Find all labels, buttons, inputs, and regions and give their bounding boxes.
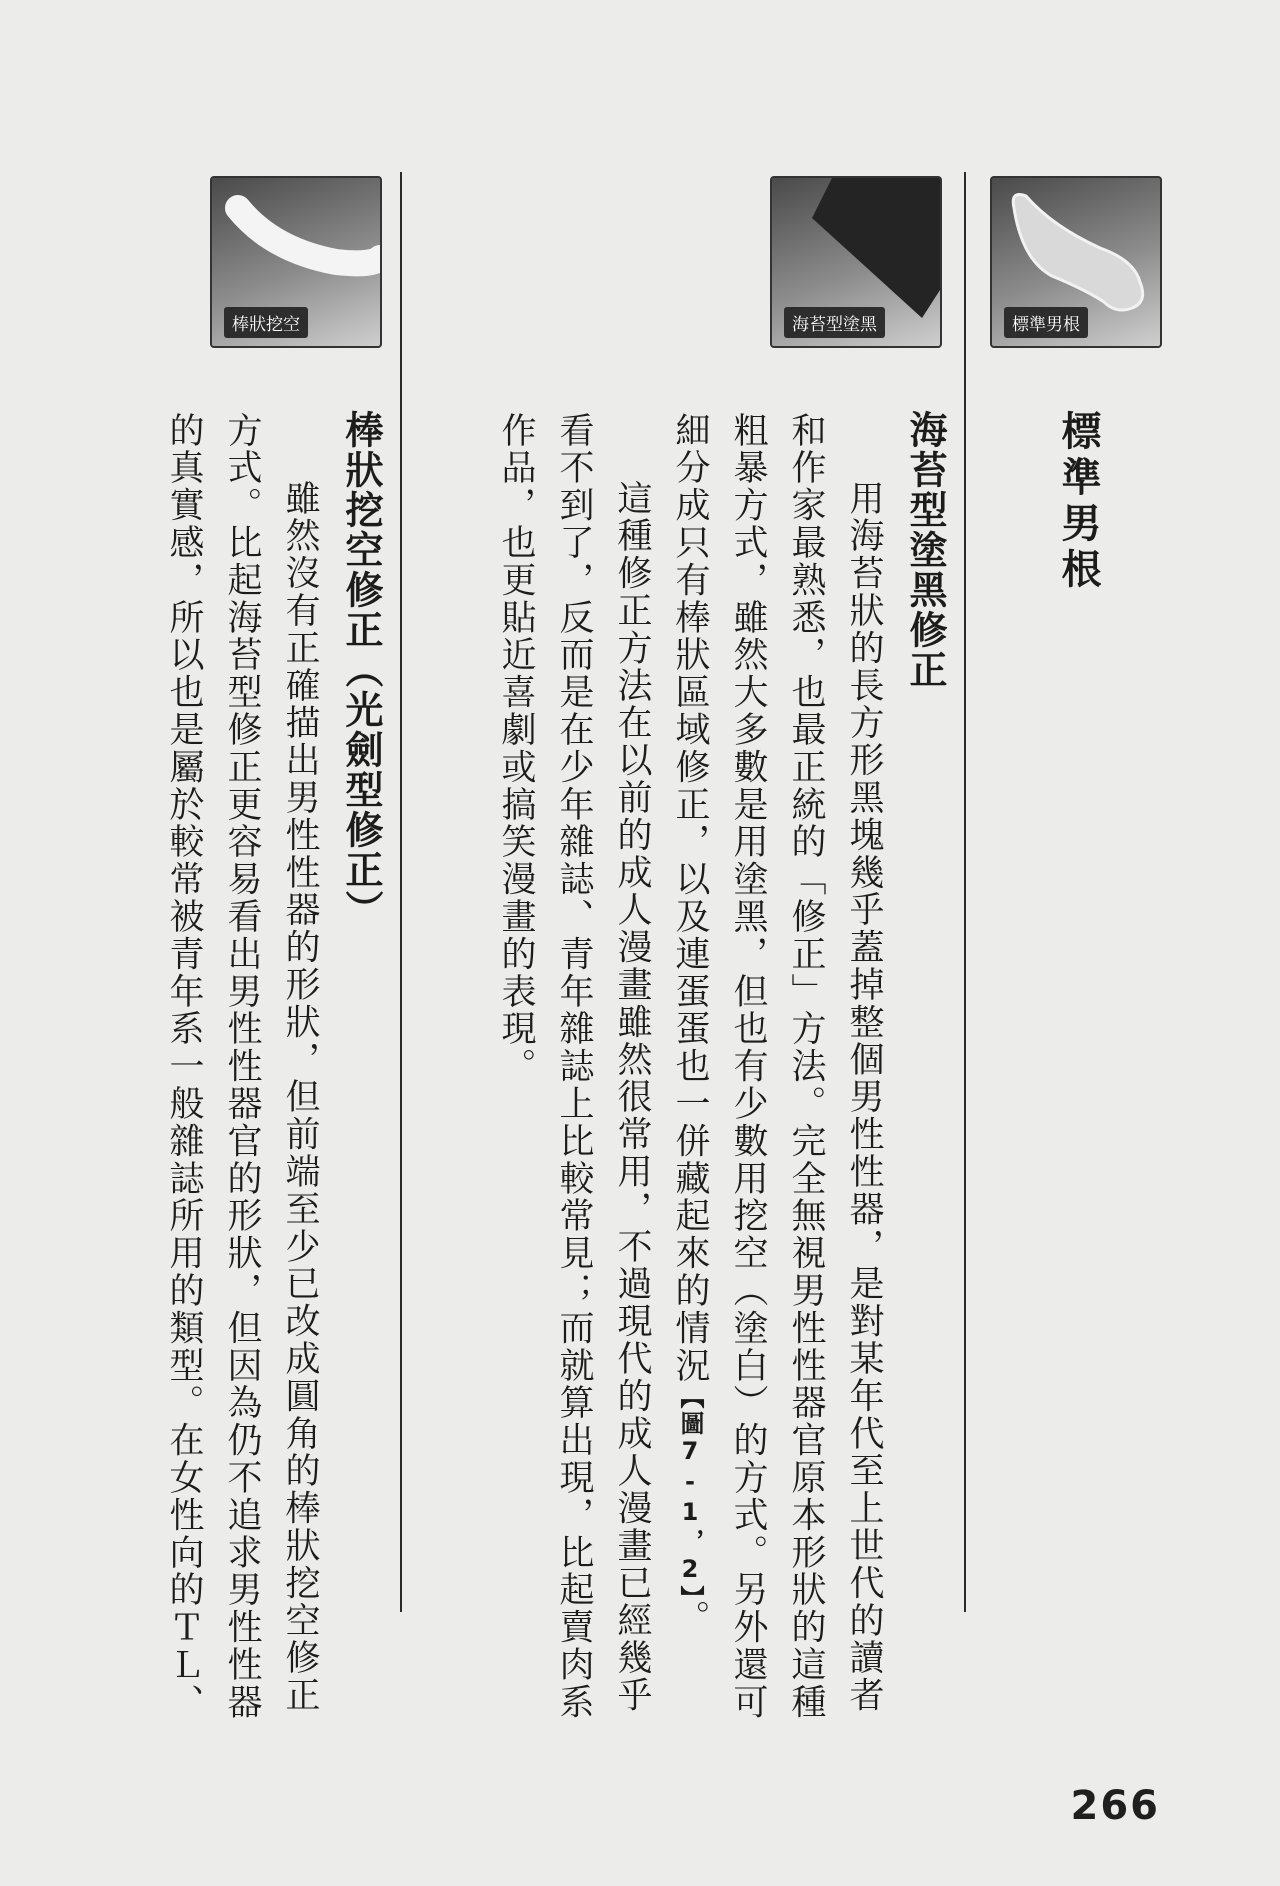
figure-ref: 【圖7-1，2】 [676, 1384, 704, 1600]
section-heading-stick: 棒狀挖空修正（光劍型修正） [339, 410, 383, 930]
body-text: 細分成只有棒狀區域修正，以及連蛋蛋也一併藏起來的情況 [670, 412, 710, 1385]
body-line: 粗暴方式，雖然大多數是用塗黑，但也有少數用挖空（塗白）的方式。另外還可 [728, 412, 768, 1721]
section-heading-nori: 海苔型塗黑修正 [903, 410, 947, 690]
section-heading-standard: 標準男根 [1055, 410, 1101, 594]
figure-standard [990, 176, 1162, 348]
body-line: 用海苔狀的長方形黑塊幾乎蓋掉整個男性性器，是對某年代至上世代的讀者 [844, 480, 884, 1715]
figure-stick [210, 176, 382, 348]
body-line: 雖然沒有正確描出男性性器的形狀，但前端至少已改成圓角的棒狀挖空修正 [280, 480, 320, 1715]
page-number: 266 [1070, 1783, 1160, 1829]
body-line: 看不到了，反而是在少年雜誌、青年雜誌上比較常見；而就算出現，比起賣肉系 [554, 412, 594, 1721]
figure-label: 棒狀挖空 [224, 307, 308, 338]
body-line: 和作家最熟悉，也最正統的「修正」方法。完全無視男性性器官原本形狀的這種 [786, 412, 826, 1721]
body-line: 方式。比起海苔型修正更容易看出男性性器官的形狀，但因為仍不追求男性性器 [222, 412, 262, 1721]
body-line: 這種修正方法在以前的成人漫畫雖然很常用，不過現代的成人漫畫已經幾乎 [612, 480, 652, 1715]
figure-nori [770, 176, 942, 348]
body-line: 作品，也更貼近喜劇或搞笑漫畫的表現。 [496, 412, 536, 1086]
sentence-end: 。 [670, 1599, 710, 1638]
section-divider [964, 172, 966, 1612]
body-line: 的真實感，所以也是屬於較常被青年系一般雜誌所用的類型。在女性向的ＴＬ、 [164, 412, 204, 1721]
figure-label: 海苔型塗黑 [784, 307, 885, 338]
figure-label: 標準男根 [1004, 307, 1088, 338]
body-line [666, 412, 714, 1637]
section-divider [400, 172, 402, 1612]
